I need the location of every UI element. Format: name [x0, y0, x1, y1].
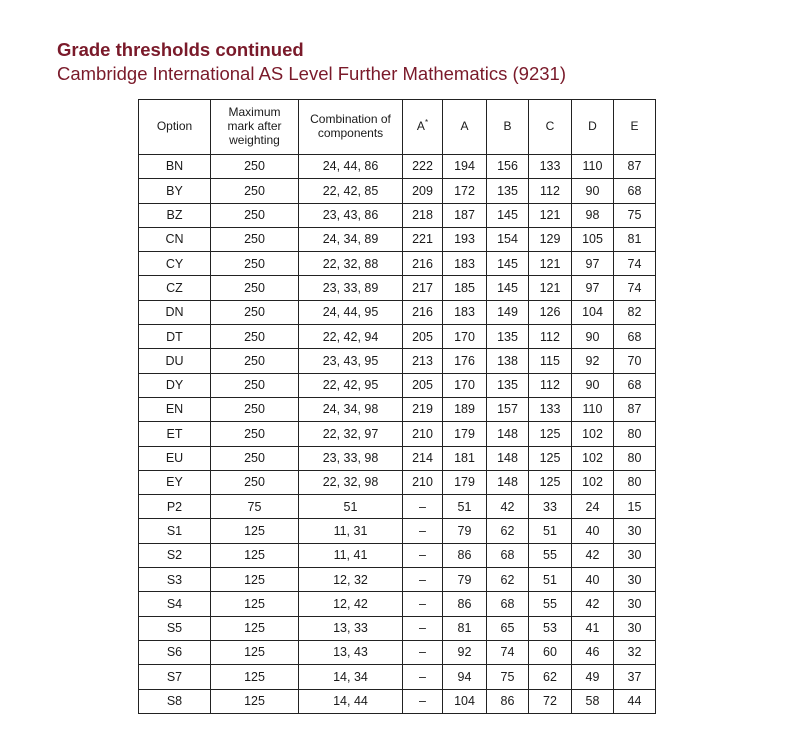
- combination-cell: 11, 41: [299, 543, 403, 567]
- page-subtitle: Cambridge International AS Level Further Mathematics (9231): [57, 63, 567, 84]
- column-header-c: C: [529, 100, 572, 155]
- e-cell: 68: [614, 373, 656, 397]
- d-cell: 102: [572, 470, 614, 494]
- a-cell: 183: [443, 252, 487, 276]
- combination-cell: 23, 43, 95: [299, 349, 403, 373]
- combination-cell: 22, 42, 94: [299, 325, 403, 349]
- e-cell: 68: [614, 179, 656, 203]
- combination-cell: 22, 42, 95: [299, 373, 403, 397]
- e-cell: 68: [614, 325, 656, 349]
- option-cell: S8: [139, 689, 211, 713]
- e-cell: 32: [614, 640, 656, 664]
- max-mark-cell: 125: [211, 616, 299, 640]
- max-mark-cell: 125: [211, 519, 299, 543]
- column-header-b: B: [487, 100, 529, 155]
- b-cell: 135: [487, 179, 529, 203]
- column-header-e: E: [614, 100, 656, 155]
- option-cell: ET: [139, 422, 211, 446]
- combination-cell: 51: [299, 495, 403, 519]
- max-mark-cell: 250: [211, 325, 299, 349]
- option-cell: S4: [139, 592, 211, 616]
- e-cell: 82: [614, 300, 656, 324]
- d-cell: 42: [572, 592, 614, 616]
- b-cell: 157: [487, 397, 529, 421]
- b-cell: 145: [487, 203, 529, 227]
- b-cell: 74: [487, 640, 529, 664]
- c-cell: 53: [529, 616, 572, 640]
- b-cell: 135: [487, 325, 529, 349]
- a-star-cell: 209: [403, 179, 443, 203]
- table-row: [139, 203, 656, 227]
- table-row: [139, 349, 656, 373]
- table-row: [139, 543, 656, 567]
- column-header-a-star: A*: [403, 100, 443, 155]
- b-cell: 86: [487, 689, 529, 713]
- e-cell: 80: [614, 422, 656, 446]
- column-header-max-mark: Maximum mark after weighting: [211, 100, 299, 155]
- a-star-cell: 210: [403, 422, 443, 446]
- table-row: [139, 665, 656, 689]
- b-cell: 138: [487, 349, 529, 373]
- a-star-cell: –: [403, 495, 443, 519]
- a-star-cell: 219: [403, 397, 443, 421]
- a-cell: 86: [443, 592, 487, 616]
- c-cell: 112: [529, 373, 572, 397]
- a-cell: 194: [443, 155, 487, 179]
- max-mark-cell: 250: [211, 155, 299, 179]
- b-cell: 65: [487, 616, 529, 640]
- e-cell: 30: [614, 592, 656, 616]
- option-cell: CN: [139, 227, 211, 251]
- option-cell: BZ: [139, 203, 211, 227]
- max-mark-cell: 125: [211, 568, 299, 592]
- d-cell: 42: [572, 543, 614, 567]
- max-mark-cell: 250: [211, 422, 299, 446]
- max-mark-cell: 250: [211, 446, 299, 470]
- combination-cell: 24, 34, 98: [299, 397, 403, 421]
- c-cell: 112: [529, 179, 572, 203]
- table-row: [139, 568, 656, 592]
- e-cell: 87: [614, 155, 656, 179]
- column-header-a: A: [443, 100, 487, 155]
- max-mark-cell: 125: [211, 640, 299, 664]
- option-cell: S7: [139, 665, 211, 689]
- max-mark-cell: 250: [211, 179, 299, 203]
- option-cell: DY: [139, 373, 211, 397]
- b-cell: 154: [487, 227, 529, 251]
- max-mark-cell: 250: [211, 252, 299, 276]
- c-cell: 129: [529, 227, 572, 251]
- a-cell: 170: [443, 373, 487, 397]
- max-mark-cell: 125: [211, 543, 299, 567]
- c-cell: 125: [529, 422, 572, 446]
- combination-cell: 24, 44, 95: [299, 300, 403, 324]
- table-row: [139, 519, 656, 543]
- table-row: [139, 422, 656, 446]
- a-star-cell: 221: [403, 227, 443, 251]
- combination-cell: 12, 42: [299, 592, 403, 616]
- combination-cell: 24, 44, 86: [299, 155, 403, 179]
- c-cell: 121: [529, 203, 572, 227]
- table-row: [139, 592, 656, 616]
- table-row: [139, 470, 656, 494]
- b-cell: 148: [487, 422, 529, 446]
- c-cell: 126: [529, 300, 572, 324]
- a-cell: 179: [443, 422, 487, 446]
- e-cell: 30: [614, 543, 656, 567]
- b-cell: 68: [487, 543, 529, 567]
- e-cell: 37: [614, 665, 656, 689]
- d-cell: 90: [572, 325, 614, 349]
- combination-cell: 13, 33: [299, 616, 403, 640]
- a-star-cell: –: [403, 543, 443, 567]
- e-cell: 80: [614, 446, 656, 470]
- max-mark-cell: 250: [211, 276, 299, 300]
- c-cell: 55: [529, 543, 572, 567]
- a-star-cell: 218: [403, 203, 443, 227]
- option-cell: S5: [139, 616, 211, 640]
- a-star-cell: –: [403, 592, 443, 616]
- c-cell: 133: [529, 397, 572, 421]
- b-cell: 148: [487, 446, 529, 470]
- e-cell: 80: [614, 470, 656, 494]
- column-header-option: Option: [139, 100, 211, 155]
- a-cell: 170: [443, 325, 487, 349]
- d-cell: 104: [572, 300, 614, 324]
- table-row: [139, 325, 656, 349]
- max-mark-cell: 250: [211, 470, 299, 494]
- table-row: [139, 689, 656, 713]
- combination-cell: 11, 31: [299, 519, 403, 543]
- c-cell: 51: [529, 568, 572, 592]
- a-cell: 187: [443, 203, 487, 227]
- a-cell: 94: [443, 665, 487, 689]
- c-cell: 62: [529, 665, 572, 689]
- combination-cell: 14, 44: [299, 689, 403, 713]
- option-cell: BY: [139, 179, 211, 203]
- max-mark-cell: 250: [211, 349, 299, 373]
- d-cell: 102: [572, 422, 614, 446]
- a-cell: 86: [443, 543, 487, 567]
- option-cell: S1: [139, 519, 211, 543]
- e-cell: 30: [614, 519, 656, 543]
- e-cell: 30: [614, 616, 656, 640]
- combination-cell: 24, 34, 89: [299, 227, 403, 251]
- c-cell: 125: [529, 446, 572, 470]
- a-star-cell: 210: [403, 470, 443, 494]
- d-cell: 40: [572, 519, 614, 543]
- a-cell: 193: [443, 227, 487, 251]
- d-cell: 110: [572, 155, 614, 179]
- e-cell: 70: [614, 349, 656, 373]
- c-cell: 121: [529, 276, 572, 300]
- a-star-cell: 216: [403, 300, 443, 324]
- a-star-cell: 205: [403, 325, 443, 349]
- table-row: [139, 495, 656, 519]
- c-cell: 112: [529, 325, 572, 349]
- max-mark-cell: 75: [211, 495, 299, 519]
- c-cell: 72: [529, 689, 572, 713]
- grade-thresholds-table: [138, 99, 656, 714]
- d-cell: 40: [572, 568, 614, 592]
- b-cell: 62: [487, 568, 529, 592]
- table-row: [139, 616, 656, 640]
- combination-cell: 13, 43: [299, 640, 403, 664]
- a-cell: 181: [443, 446, 487, 470]
- table-header-row: [139, 100, 656, 155]
- table-row: [139, 179, 656, 203]
- c-cell: 115: [529, 349, 572, 373]
- e-cell: 74: [614, 276, 656, 300]
- d-cell: 58: [572, 689, 614, 713]
- option-cell: EN: [139, 397, 211, 421]
- option-cell: S2: [139, 543, 211, 567]
- d-cell: 41: [572, 616, 614, 640]
- a-cell: 104: [443, 689, 487, 713]
- a-star-cell: 222: [403, 155, 443, 179]
- e-cell: 81: [614, 227, 656, 251]
- d-cell: 110: [572, 397, 614, 421]
- column-header-combination: Combination of components: [299, 100, 403, 155]
- option-cell: CZ: [139, 276, 211, 300]
- e-cell: 75: [614, 203, 656, 227]
- option-cell: EY: [139, 470, 211, 494]
- a-star-cell: 214: [403, 446, 443, 470]
- d-cell: 90: [572, 179, 614, 203]
- page-title: Grade thresholds continued: [57, 39, 304, 60]
- d-cell: 97: [572, 276, 614, 300]
- d-cell: 49: [572, 665, 614, 689]
- combination-cell: 22, 42, 85: [299, 179, 403, 203]
- a-cell: 176: [443, 349, 487, 373]
- b-cell: 156: [487, 155, 529, 179]
- table-row: [139, 155, 656, 179]
- option-cell: EU: [139, 446, 211, 470]
- option-cell: S3: [139, 568, 211, 592]
- a-star-cell: –: [403, 689, 443, 713]
- d-cell: 24: [572, 495, 614, 519]
- combination-cell: 12, 32: [299, 568, 403, 592]
- c-cell: 60: [529, 640, 572, 664]
- c-cell: 125: [529, 470, 572, 494]
- b-cell: 148: [487, 470, 529, 494]
- e-cell: 15: [614, 495, 656, 519]
- max-mark-cell: 250: [211, 373, 299, 397]
- max-mark-cell: 125: [211, 592, 299, 616]
- table-body: [139, 155, 656, 714]
- max-mark-cell: 250: [211, 300, 299, 324]
- a-cell: 185: [443, 276, 487, 300]
- b-cell: 75: [487, 665, 529, 689]
- max-mark-cell: 125: [211, 665, 299, 689]
- d-cell: 97: [572, 252, 614, 276]
- a-star-cell: 217: [403, 276, 443, 300]
- table-row: [139, 300, 656, 324]
- c-cell: 33: [529, 495, 572, 519]
- d-cell: 90: [572, 373, 614, 397]
- a-cell: 79: [443, 568, 487, 592]
- table-row: [139, 397, 656, 421]
- table-row: [139, 640, 656, 664]
- column-header-d: D: [572, 100, 614, 155]
- combination-cell: 22, 32, 97: [299, 422, 403, 446]
- a-star-cell: –: [403, 616, 443, 640]
- d-cell: 102: [572, 446, 614, 470]
- b-cell: 68: [487, 592, 529, 616]
- combination-cell: 22, 32, 98: [299, 470, 403, 494]
- max-mark-cell: 250: [211, 397, 299, 421]
- a-cell: 179: [443, 470, 487, 494]
- a-cell: 79: [443, 519, 487, 543]
- option-cell: DN: [139, 300, 211, 324]
- option-cell: DU: [139, 349, 211, 373]
- max-mark-cell: 250: [211, 227, 299, 251]
- e-cell: 30: [614, 568, 656, 592]
- combination-cell: 23, 43, 86: [299, 203, 403, 227]
- a-star-cell: –: [403, 519, 443, 543]
- d-cell: 98: [572, 203, 614, 227]
- a-cell: 51: [443, 495, 487, 519]
- b-cell: 62: [487, 519, 529, 543]
- option-cell: CY: [139, 252, 211, 276]
- e-cell: 74: [614, 252, 656, 276]
- c-cell: 55: [529, 592, 572, 616]
- c-cell: 133: [529, 155, 572, 179]
- a-cell: 81: [443, 616, 487, 640]
- a-star-cell: –: [403, 665, 443, 689]
- b-cell: 135: [487, 373, 529, 397]
- b-cell: 149: [487, 300, 529, 324]
- combination-cell: 23, 33, 89: [299, 276, 403, 300]
- option-cell: S6: [139, 640, 211, 664]
- table-row: [139, 446, 656, 470]
- table-row: [139, 373, 656, 397]
- a-cell: 172: [443, 179, 487, 203]
- d-cell: 105: [572, 227, 614, 251]
- c-cell: 51: [529, 519, 572, 543]
- c-cell: 121: [529, 252, 572, 276]
- a-star-cell: 205: [403, 373, 443, 397]
- table-row: [139, 252, 656, 276]
- combination-cell: 14, 34: [299, 665, 403, 689]
- e-cell: 44: [614, 689, 656, 713]
- a-star-cell: 213: [403, 349, 443, 373]
- option-cell: BN: [139, 155, 211, 179]
- a-cell: 183: [443, 300, 487, 324]
- option-cell: DT: [139, 325, 211, 349]
- max-mark-cell: 250: [211, 203, 299, 227]
- a-cell: 92: [443, 640, 487, 664]
- b-cell: 42: [487, 495, 529, 519]
- table-row: [139, 276, 656, 300]
- d-cell: 46: [572, 640, 614, 664]
- a-star-cell: –: [403, 640, 443, 664]
- table-row: [139, 227, 656, 251]
- b-cell: 145: [487, 276, 529, 300]
- b-cell: 145: [487, 252, 529, 276]
- a-star-cell: 216: [403, 252, 443, 276]
- combination-cell: 23, 33, 98: [299, 446, 403, 470]
- max-mark-cell: 125: [211, 689, 299, 713]
- option-cell: P2: [139, 495, 211, 519]
- e-cell: 87: [614, 397, 656, 421]
- combination-cell: 22, 32, 88: [299, 252, 403, 276]
- a-cell: 189: [443, 397, 487, 421]
- a-star-cell: –: [403, 568, 443, 592]
- d-cell: 92: [572, 349, 614, 373]
